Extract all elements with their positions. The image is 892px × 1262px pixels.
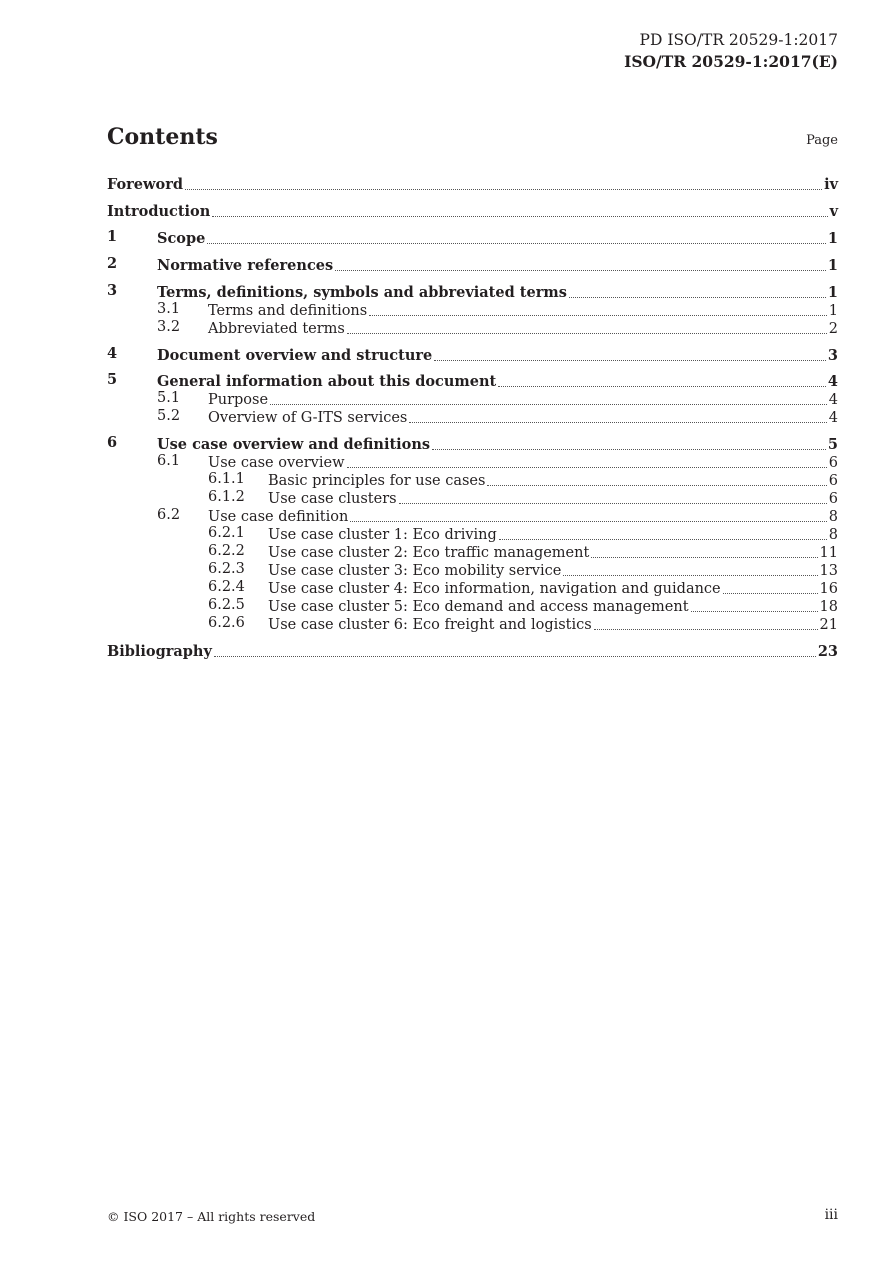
toc-entry-page: 16 xyxy=(819,581,838,597)
toc-entry[interactable] xyxy=(107,371,838,391)
toc-entry-page: 2 xyxy=(828,321,838,337)
toc-entry-number: 5 xyxy=(107,371,118,388)
toc-entry[interactable] xyxy=(107,488,838,508)
leader-dots xyxy=(498,385,826,387)
leader-dots xyxy=(432,448,826,450)
leader-dots xyxy=(569,296,826,298)
leader-dots xyxy=(591,556,817,558)
toc-entry[interactable] xyxy=(107,255,838,275)
footer-copyright: © ISO 2017 – All rights reserved xyxy=(107,1209,316,1224)
toc-entry-page: 8 xyxy=(828,527,838,543)
leader-dots xyxy=(399,502,827,504)
toc-entry[interactable] xyxy=(107,452,838,472)
toc-entry-title: Use case overview xyxy=(208,455,345,471)
leader-dots xyxy=(347,466,827,468)
toc-entry[interactable] xyxy=(107,434,838,454)
toc-entry-title: Overview of G-ITS services xyxy=(208,410,408,426)
toc-entry-page: 1 xyxy=(827,230,838,247)
leader-dots xyxy=(499,538,827,540)
toc-entry[interactable] xyxy=(107,282,838,302)
toc-entry-number: 6.2.6 xyxy=(208,615,245,631)
toc-entry-number: 6.2.5 xyxy=(208,597,245,613)
toc-entry-title: Use case clusters xyxy=(268,491,397,507)
toc-entry[interactable] xyxy=(107,542,838,562)
leader-dots xyxy=(434,359,826,361)
toc-entry-number: 4 xyxy=(107,345,118,362)
toc-entry-number: 5.2 xyxy=(157,408,181,424)
leader-dots xyxy=(723,592,818,594)
toc-entry-title: Use case definition xyxy=(208,509,349,525)
toc-entry-page: 6 xyxy=(828,491,838,507)
toc-entry-number: 3 xyxy=(107,282,118,299)
leader-dots xyxy=(369,314,827,316)
toc-entry-page: 4 xyxy=(828,410,838,426)
toc-entry-page: 1 xyxy=(827,284,838,301)
toc-entry-title: Use case cluster 2: Eco traffic management xyxy=(268,545,590,561)
toc-entry[interactable] xyxy=(107,300,838,320)
toc-entry[interactable] xyxy=(107,228,838,248)
toc-entry[interactable] xyxy=(107,407,838,427)
toc-entry[interactable] xyxy=(107,596,838,616)
toc-entry-title: Terms, definitions, symbols and abbreviated terms xyxy=(157,284,567,301)
toc-entry-page: 6 xyxy=(828,473,838,489)
header-standard-id: PD ISO/TR 20529-1:2017 xyxy=(639,31,838,49)
toc-entry-title: General information about this document xyxy=(157,373,497,390)
toc-entry-number: 6.1.2 xyxy=(208,489,245,505)
toc-entry[interactable] xyxy=(107,614,838,634)
toc-entry-title: Bibliography xyxy=(107,643,212,660)
toc-entry-number: 6.1 xyxy=(157,453,181,469)
toc-entry-number: 6.2.3 xyxy=(208,561,245,577)
toc-entry-number: 6.1.1 xyxy=(208,471,245,487)
toc-entry-page: 3 xyxy=(827,347,838,364)
toc-entry-title: Use case cluster 6: Eco freight and logistics xyxy=(268,617,592,633)
toc-entry[interactable] xyxy=(107,389,838,409)
toc-entry-title: Purpose xyxy=(208,392,269,408)
toc-entry[interactable] xyxy=(107,201,838,221)
toc-entry[interactable] xyxy=(107,524,838,544)
toc-entry[interactable] xyxy=(107,345,838,365)
toc-entry-number: 3.2 xyxy=(157,319,181,335)
leader-dots xyxy=(214,655,816,657)
toc-entry-page: 8 xyxy=(828,509,838,525)
toc-entry[interactable] xyxy=(107,470,838,490)
toc-entry-title: Introduction xyxy=(107,203,211,220)
toc-entry-page: 6 xyxy=(828,455,838,471)
header-document-id: ISO/TR 20529-1:2017(E) xyxy=(624,52,838,71)
toc-entry-title: Use case cluster 5: Eco demand and access management xyxy=(268,599,689,615)
leader-dots xyxy=(691,610,818,612)
toc-entry-number: 6.2.4 xyxy=(208,579,245,595)
toc-entry-page: 13 xyxy=(819,563,838,579)
leader-dots xyxy=(563,574,817,576)
toc-entry-title: Document overview and structure xyxy=(157,347,433,364)
leader-dots xyxy=(335,269,826,271)
toc-entry-title: Use case overview and definitions xyxy=(157,436,431,453)
toc-entry-page: 18 xyxy=(819,599,838,615)
toc-entry-number: 2 xyxy=(107,255,118,272)
footer-page-number: iii xyxy=(824,1207,838,1223)
toc-entry-page: 1 xyxy=(827,257,838,274)
toc-entry[interactable] xyxy=(107,318,838,338)
toc-entry-number: 5.1 xyxy=(157,390,181,406)
toc-entry-page: v xyxy=(829,203,838,220)
leader-dots xyxy=(212,215,827,217)
toc-entry[interactable] xyxy=(107,641,838,661)
toc-entry-number: 1 xyxy=(107,228,118,245)
toc-entry-number: 6.2.1 xyxy=(208,525,245,541)
toc-entry-page: 5 xyxy=(827,436,838,453)
toc-entry-title: Use case cluster 3: Eco mobility service xyxy=(268,563,562,579)
leader-dots xyxy=(185,188,822,190)
toc-entry-number: 3.1 xyxy=(157,301,181,317)
toc-entry[interactable] xyxy=(107,578,838,598)
toc-entry-title: Normative references xyxy=(157,257,334,274)
leader-dots xyxy=(347,332,827,334)
toc-entry-number: 6.2.2 xyxy=(208,543,245,559)
page-column-label: Page xyxy=(806,133,838,148)
leader-dots xyxy=(207,242,826,244)
toc-entry[interactable] xyxy=(107,174,838,194)
toc-entry-page: 21 xyxy=(819,617,838,633)
leader-dots xyxy=(409,421,826,423)
leader-dots xyxy=(594,628,818,630)
toc-entry-page: 4 xyxy=(828,392,838,408)
contents-title: Contents xyxy=(107,124,218,150)
toc-entry-page: 1 xyxy=(828,303,838,319)
toc-entry[interactable] xyxy=(107,506,838,526)
toc-entry-title: Scope xyxy=(157,230,206,247)
toc-entry-title: Abbreviated terms xyxy=(208,321,345,337)
toc-entry-page: iv xyxy=(824,176,838,193)
toc-entry-title: Basic principles for use cases xyxy=(268,473,486,489)
toc-entry-title: Foreword xyxy=(107,176,183,193)
toc-entry[interactable] xyxy=(107,560,838,580)
leader-dots xyxy=(270,403,827,405)
toc-entry-title: Terms and definitions xyxy=(208,303,368,319)
leader-dots xyxy=(487,484,826,486)
leader-dots xyxy=(350,520,826,522)
toc-entry-number: 6.2 xyxy=(157,507,181,523)
toc-entry-title: Use case cluster 1: Eco driving xyxy=(268,527,497,543)
toc-entry-title: Use case cluster 4: Eco information, navigation and guidance xyxy=(268,581,721,597)
toc-entry-page: 23 xyxy=(817,643,838,660)
toc-entry-number: 6 xyxy=(107,434,118,451)
toc-entry-page: 11 xyxy=(819,545,838,561)
toc-entry-page: 4 xyxy=(827,373,838,390)
